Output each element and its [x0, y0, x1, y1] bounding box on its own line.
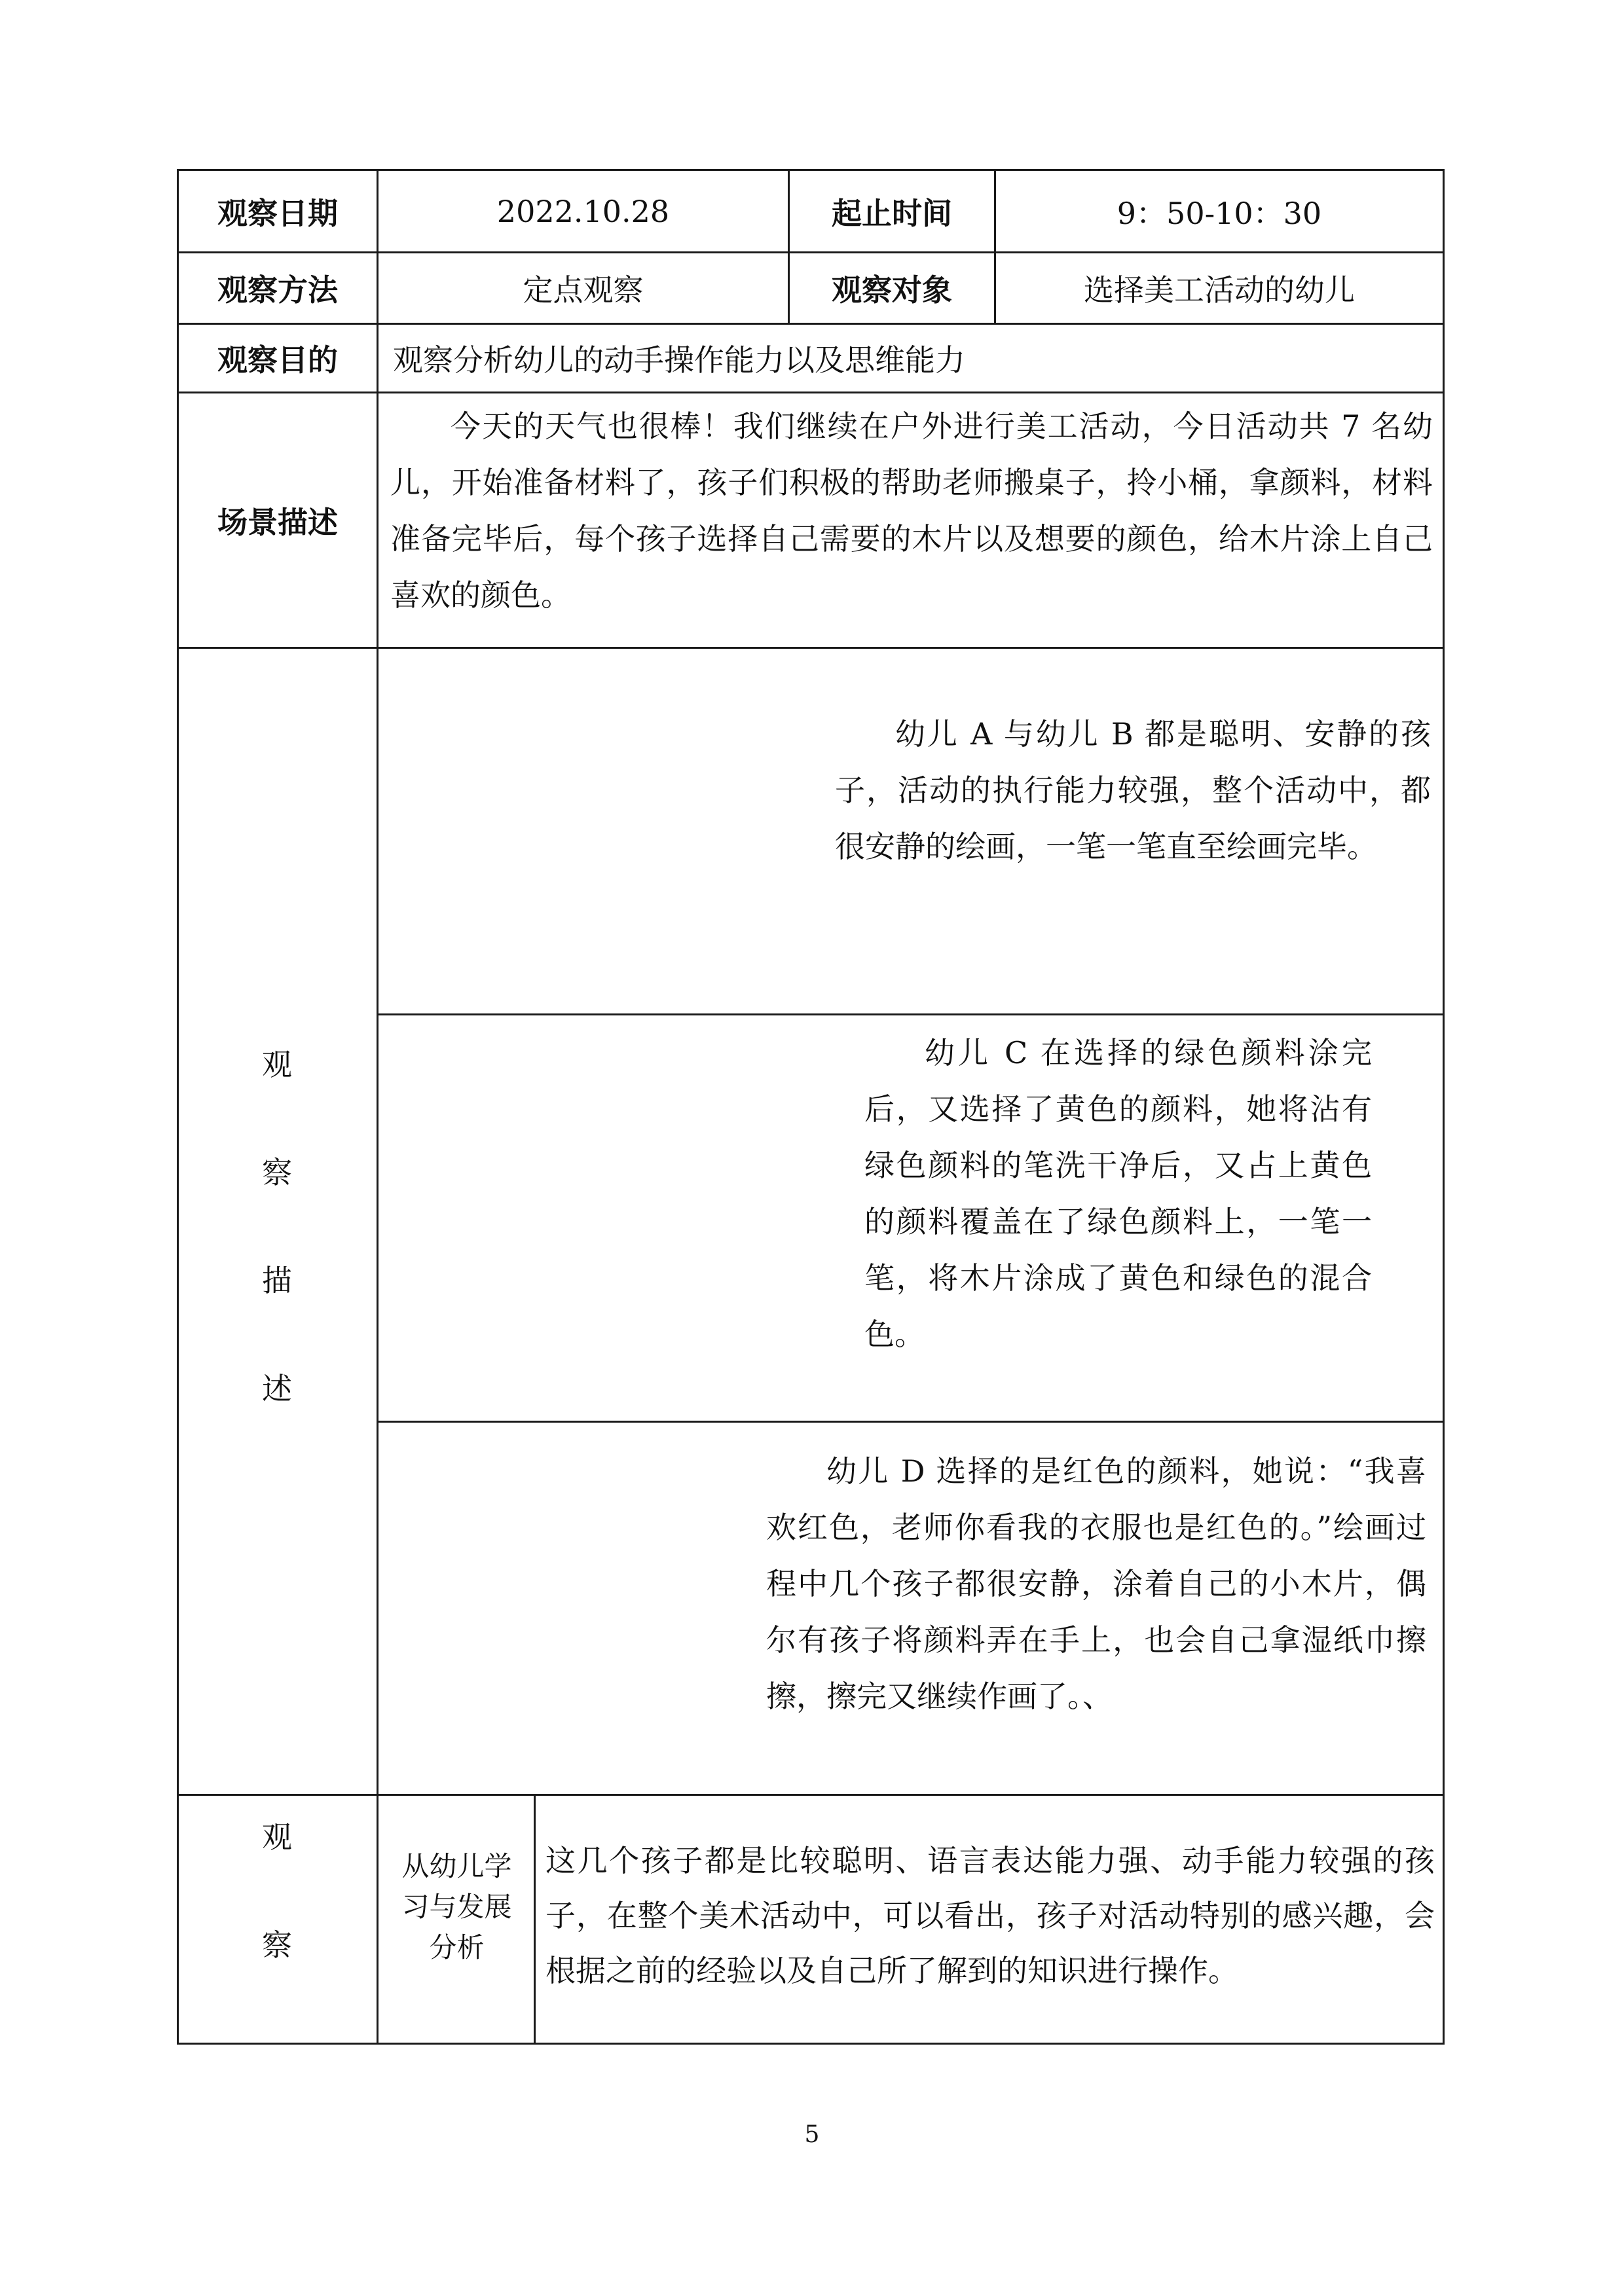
scene-label: 场景描述 [217, 504, 338, 540]
table-border-obs3 [177, 1794, 1445, 1796]
table-divider-col1 [377, 169, 378, 2045]
table-border-obs2 [377, 1421, 1445, 1423]
table-border-bottom [177, 2043, 1445, 2045]
page-number: 5 [804, 2121, 820, 2148]
method-label: 观察方法 [217, 272, 338, 308]
table-divider-analysis [534, 1794, 536, 2045]
observation-entry-ab: 幼儿 A 与幼儿 B 都是聪明、安静的孩子，活动的执行能力较强，整个活动中，都很安静的绘画，一笔一笔直至绘画完毕。 [835, 716, 1431, 864]
observation-label-char-1: 观 [262, 1047, 292, 1082]
date-value: 2022.10.28 [496, 193, 670, 229]
analysis-text: 这几个孩子都是比较聪明、语言表达能力强、动手能力较强的孩子，在整个美术活动中，可以看出，孩子对活动特别的感兴趣，会根据之前的经验以及自己所了解到的知识进行操作。 [545, 1843, 1435, 1988]
date-label: 观察日期 [217, 195, 338, 231]
observation-entry-d: 幼儿 D 选择的是红色的颜料，她说：“我喜欢红色，老师你看我的衣服也是红色的。”绘画过程中几个孩子都很安静，涂着自己的小木片，偶尔有孩子将颜料弄在手上，也会自己拿湿纸巾擦擦，擦完又继续作画了。、 [766, 1453, 1426, 1714]
time-label: 起止时间 [832, 195, 952, 231]
target-value: 选择美工活动的幼儿 [1084, 272, 1355, 308]
table-border-obs1 [377, 1013, 1445, 1015]
analysis-label-char-2: 察 [262, 1927, 292, 1963]
observation-entry-c: 幼儿 C 在选择的绿色颜料涂完后，又选择了黄色的颜料，她将沾有绿色颜料的笔洗干净后，又占上黄色的颜料覆盖在了绿色颜料上，一笔一笔，将木片涂成了黄色和绿色的混合色。 [864, 1035, 1372, 1352]
observation-label-char-2: 察 [262, 1155, 292, 1190]
purpose-value: 观察分析幼儿的动手操作能力以及思维能力 [393, 342, 965, 378]
analysis-label-char-1: 观 [262, 1819, 292, 1855]
method-value: 定点观察 [523, 272, 644, 308]
target-label: 观察对象 [832, 272, 952, 308]
observation-label-char-4: 述 [262, 1371, 292, 1406]
time-value: 9：50-10：30 [1116, 195, 1322, 231]
analysis-sublabel: 从幼儿学习与发展分析 [401, 1850, 512, 1963]
scene-description: 今天的天气也很棒！我们继续在户外进行美工活动，今日活动共 7 名幼儿，开始准备材料了，孩子们积极的帮助老师搬桌子，拎小桶，拿颜料，材料准备完毕后，每个孩子选择自己需要的木片以及想要的颜色，给木片涂上自己喜欢的颜色。 [390, 409, 1433, 613]
observation-label-char-3: 描 [262, 1263, 292, 1298]
table-border-row4 [177, 647, 1445, 649]
table-border-right [1443, 169, 1445, 2045]
purpose-label: 观察目的 [217, 342, 338, 378]
